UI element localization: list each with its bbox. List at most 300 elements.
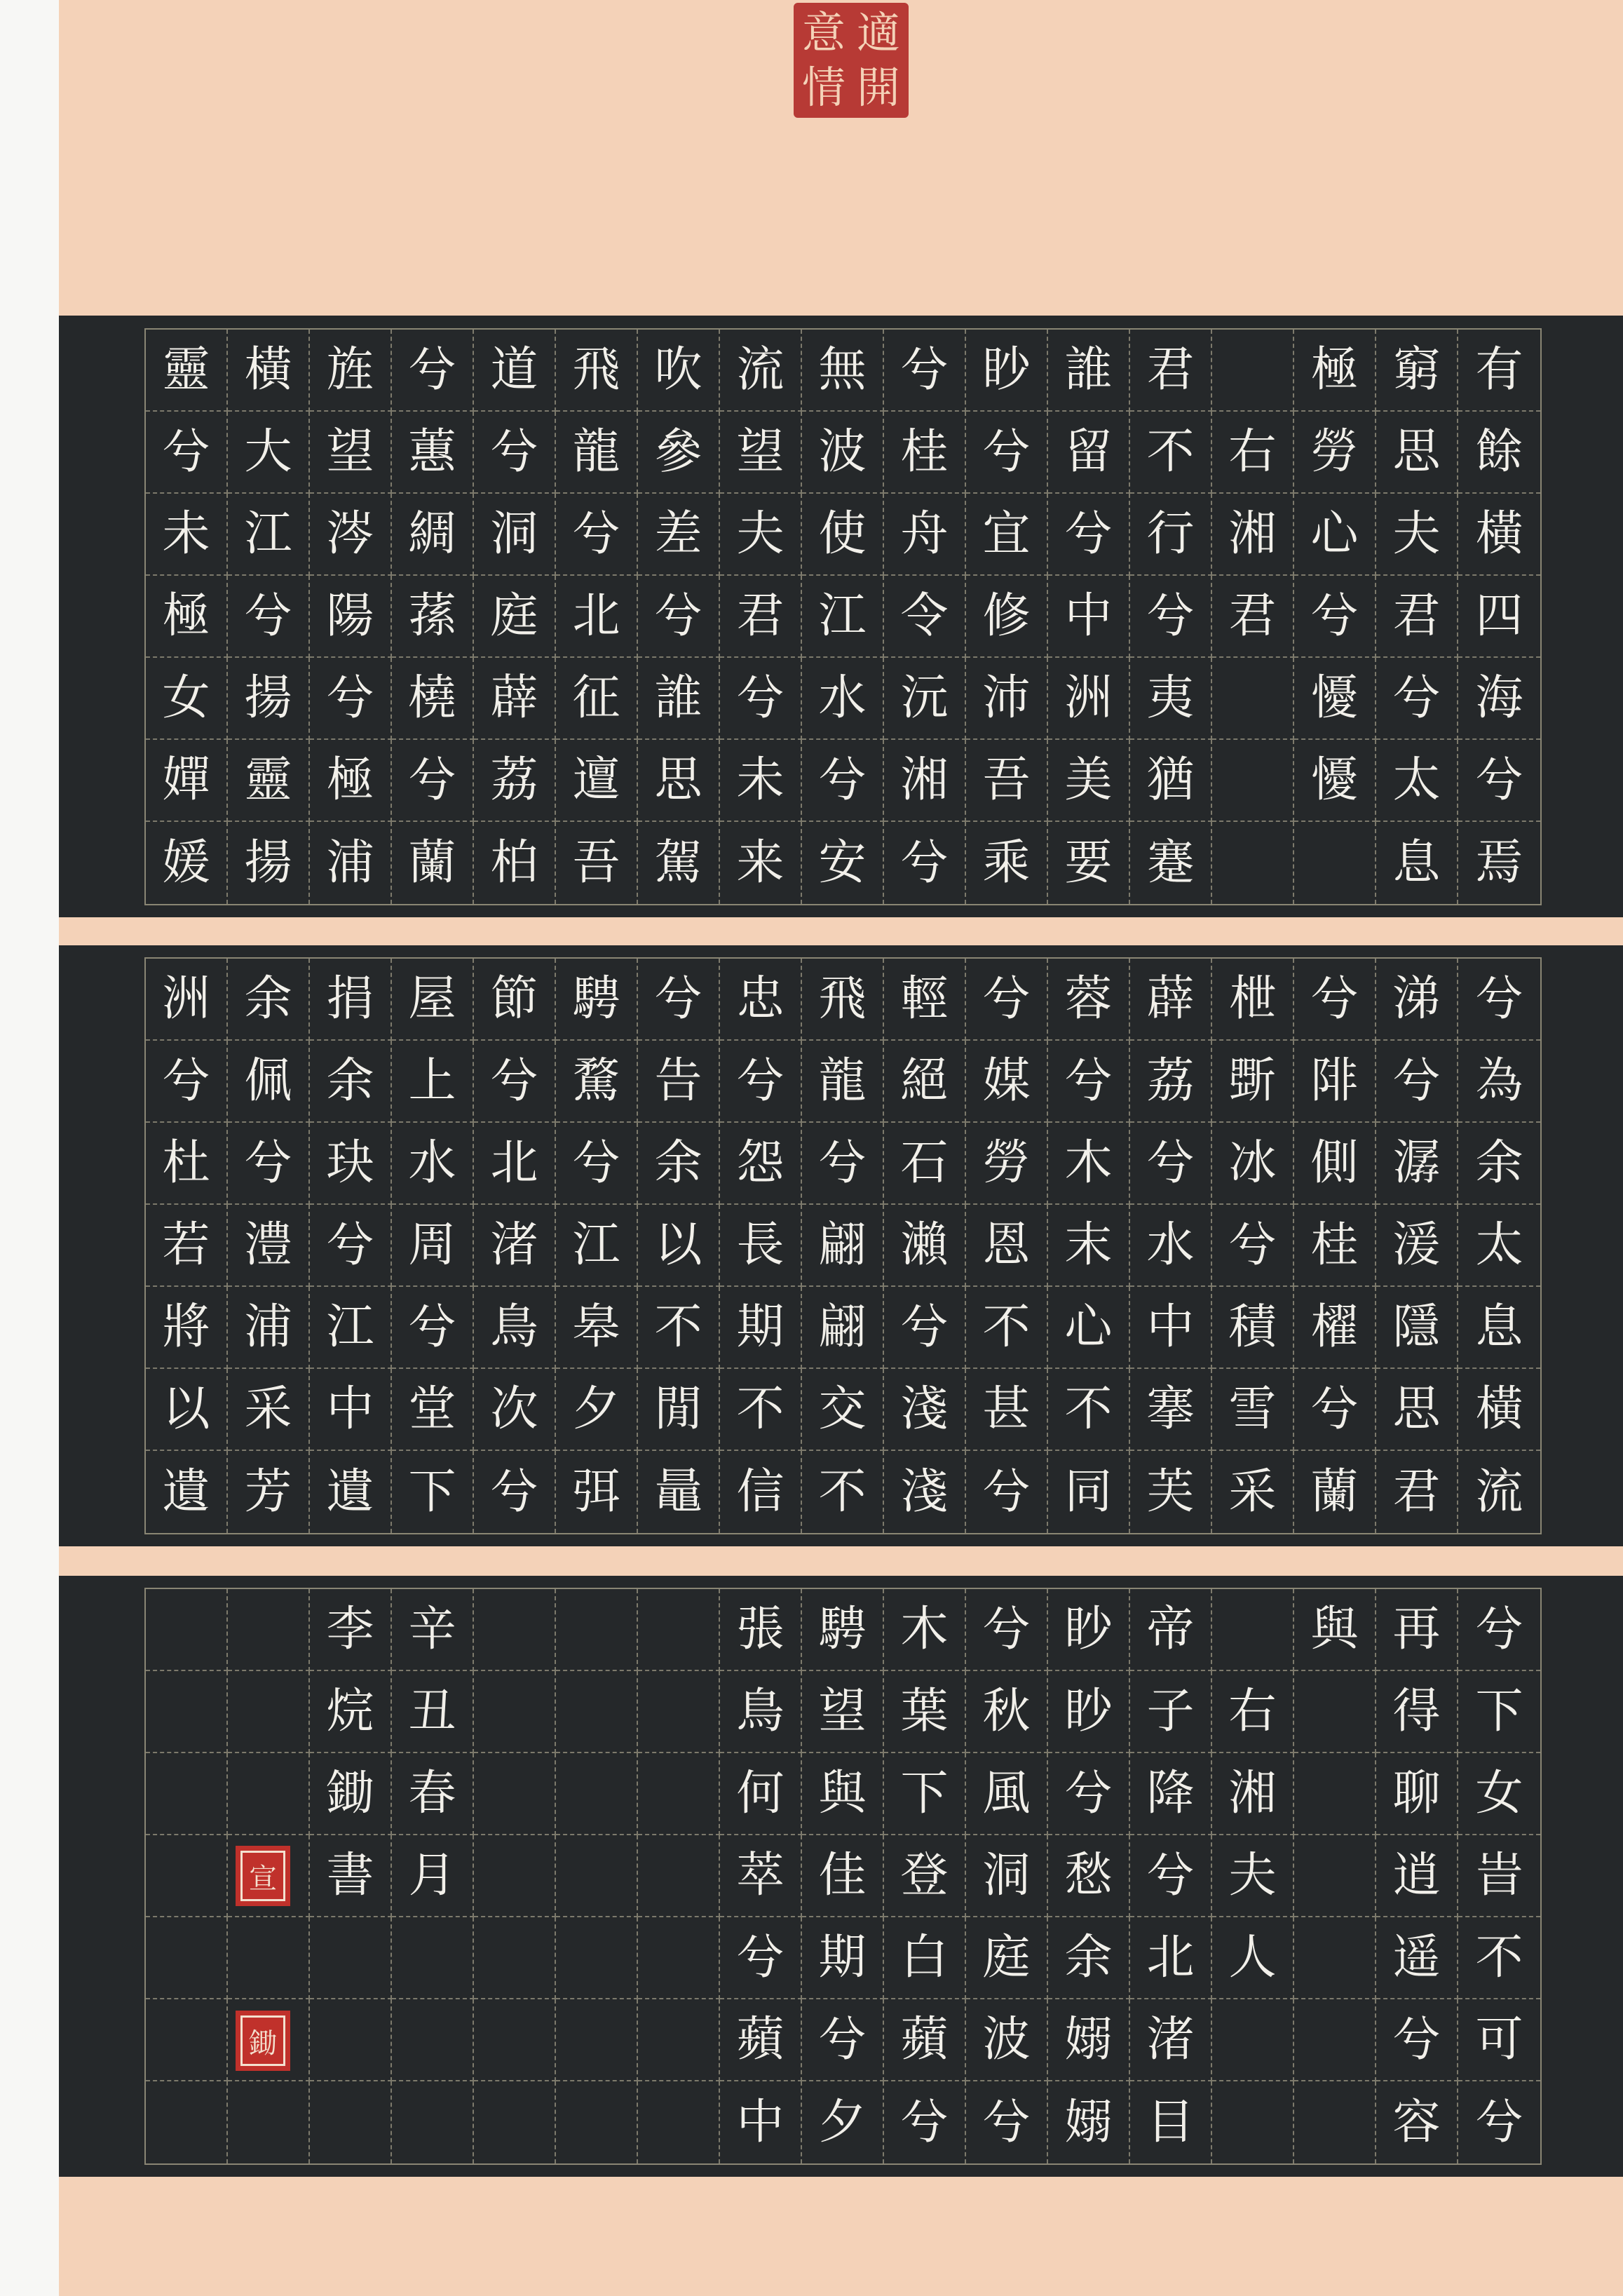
- grid-cell: [1212, 2081, 1294, 2163]
- grid-cell: 征: [556, 658, 638, 740]
- grid-cell: 洲: [1048, 658, 1130, 740]
- grid-cell: 期: [802, 1917, 884, 1999]
- grid-cell: 嬋: [146, 740, 228, 822]
- grid-cell: 聊: [1376, 1753, 1458, 1835]
- grid-cell: [556, 1835, 638, 1917]
- grid-cell: [556, 1753, 638, 1835]
- grid-cell: 水: [802, 658, 884, 740]
- grid-cell: 旌: [310, 330, 392, 412]
- grid-cell: [146, 1753, 228, 1835]
- grid-cell: 橫: [228, 330, 310, 412]
- grid-cell: 兮: [638, 959, 720, 1041]
- grid-cell: 兮: [1376, 1041, 1458, 1123]
- grid-cell: 告: [638, 1041, 720, 1123]
- grid-cell: 堂: [392, 1369, 474, 1451]
- grid-cell: 飛: [802, 959, 884, 1041]
- grid-cell: 期: [720, 1287, 802, 1369]
- grid-cell: [392, 2081, 474, 2163]
- grid-cell: 兮: [310, 1205, 392, 1287]
- grid-cell: 兮: [966, 1451, 1048, 1533]
- grid-cell: 月: [392, 1835, 474, 1917]
- grid-cell: 海: [1458, 658, 1540, 740]
- grid-cell: 櫂: [1294, 1287, 1376, 1369]
- grid-cell: 差: [638, 494, 720, 576]
- grid-cell: 誰: [1048, 330, 1130, 412]
- grid-cell: [1212, 1589, 1294, 1671]
- grid-cell: 輕: [884, 959, 966, 1041]
- grid-cell: 君: [1212, 576, 1294, 658]
- grid-cell: 兮: [228, 576, 310, 658]
- grid-cell: 水: [392, 1123, 474, 1205]
- grid-cell: 蓀: [392, 576, 474, 658]
- grid-cell: 以: [638, 1205, 720, 1287]
- grid-cell: 江: [556, 1205, 638, 1287]
- grid-cell: 四: [1458, 576, 1540, 658]
- grid-cell: 浦: [228, 1287, 310, 1369]
- grid-cell: 沅: [884, 658, 966, 740]
- grid-cell: 橈: [392, 658, 474, 740]
- grid-cell: 鼂: [638, 1451, 720, 1533]
- grid-cell: 甚: [966, 1369, 1048, 1451]
- grid-cell: 龍: [556, 412, 638, 494]
- grid-cell: 不: [720, 1369, 802, 1451]
- grid-cell: 兮: [966, 1589, 1048, 1671]
- grid-cell: 宜: [966, 494, 1048, 576]
- grid-cell: 道: [474, 330, 556, 412]
- seal-char: 情: [801, 62, 846, 113]
- grid-cell: 橫: [1458, 1369, 1540, 1451]
- grid-cell: 北: [1130, 1917, 1212, 1999]
- grid-cell: 勞: [1294, 412, 1376, 494]
- grid-cell: 兮: [802, 1123, 884, 1205]
- grid-cell: 来: [720, 822, 802, 904]
- grid-cell: 心: [1294, 494, 1376, 576]
- grid-cell: [556, 1589, 638, 1671]
- grid-cell: 眇: [1048, 1589, 1130, 1671]
- grid-cell: 佩: [228, 1041, 310, 1123]
- grid-cell: [146, 1835, 228, 1917]
- grid-cell: 龍: [802, 1041, 884, 1123]
- grid-cell: 水: [1130, 1205, 1212, 1287]
- grid-cell: 懮: [1294, 658, 1376, 740]
- character-grid-1: [144, 328, 1542, 905]
- grid-cell: 庭: [474, 576, 556, 658]
- grid-cell: 夷: [1130, 658, 1212, 740]
- grid-cell: 旹: [1458, 1835, 1540, 1917]
- grid-cell: 蓉: [1048, 959, 1130, 1041]
- grid-cell: 兮: [392, 740, 474, 822]
- grid-cell: 飛: [556, 330, 638, 412]
- grid-cell: 中: [1048, 576, 1130, 658]
- grid-cell: 蕙: [392, 412, 474, 494]
- grid-cell: [638, 1671, 720, 1753]
- grid-cell: [146, 1917, 228, 1999]
- grid-cell: 修: [966, 576, 1048, 658]
- grid-cell: 極: [146, 576, 228, 658]
- grid-cell: 兮: [1294, 576, 1376, 658]
- grid-cell: 勞: [966, 1123, 1048, 1205]
- grid-cell: 夕: [802, 2081, 884, 2163]
- grid-cell: 湘: [1212, 1753, 1294, 1835]
- grid-cell: 側: [1294, 1123, 1376, 1205]
- character-grid-3: [144, 1588, 1542, 2165]
- grid-cell: 與: [802, 1753, 884, 1835]
- grid-cell: 兮: [720, 1041, 802, 1123]
- grid-cell: 不: [966, 1287, 1048, 1369]
- grid-cell: [310, 2081, 392, 2163]
- top-seal-stamp: [794, 3, 909, 118]
- grid-cell: 嫋: [1048, 2081, 1130, 2163]
- grid-cell: [1212, 822, 1294, 904]
- grid-cell: 媒: [966, 1041, 1048, 1123]
- grid-cell: 要: [1048, 822, 1130, 904]
- grid-cell: 容: [1376, 2081, 1458, 2163]
- grid-cell: 揚: [228, 658, 310, 740]
- grid-cell: 潺: [1376, 1123, 1458, 1205]
- grid-cell: [228, 2081, 310, 2163]
- grid-cell: 兮: [884, 330, 966, 412]
- grid-cell: 不: [1130, 412, 1212, 494]
- grid-cell: 吾: [556, 822, 638, 904]
- grid-cell: 萃: [720, 1835, 802, 1917]
- grid-cell: 不: [802, 1451, 884, 1533]
- grid-cell: 兮: [1294, 959, 1376, 1041]
- grid-cell: 桂: [1294, 1205, 1376, 1287]
- grid-cell: 兮: [638, 576, 720, 658]
- grid-cell: 次: [474, 1369, 556, 1451]
- grid-cell: 余: [228, 959, 310, 1041]
- grid-cell: 眇: [966, 330, 1048, 412]
- grid-cell: 愁: [1048, 1835, 1130, 1917]
- grid-cell: 搴: [1130, 1369, 1212, 1451]
- grid-cell: 有: [1458, 330, 1540, 412]
- grid-cell: 參: [638, 412, 720, 494]
- grid-cell: 兮: [392, 330, 474, 412]
- grid-cell: 李: [310, 1589, 392, 1671]
- grid-cell: 兮: [1458, 959, 1540, 1041]
- grid-cell: 思: [1376, 412, 1458, 494]
- grid-cell: 隱: [1376, 1287, 1458, 1369]
- grid-cell: 得: [1376, 1671, 1458, 1753]
- grid-cell: 無: [802, 330, 884, 412]
- grid-cell: 積: [1212, 1287, 1294, 1369]
- grid-cell: 揚: [228, 822, 310, 904]
- calligraphy-panel-2: [59, 945, 1623, 1546]
- grid-cell: 子: [1130, 1671, 1212, 1753]
- grid-cell: 望: [720, 412, 802, 494]
- grid-cell: 駕: [638, 822, 720, 904]
- grid-cell: [638, 1917, 720, 1999]
- grid-cell: [228, 1589, 310, 1671]
- grid-cell: [638, 1589, 720, 1671]
- grid-cell: 皋: [556, 1287, 638, 1369]
- grid-cell: 下: [884, 1753, 966, 1835]
- grid-cell: 蹇: [1130, 822, 1212, 904]
- grid-cell: 使: [802, 494, 884, 576]
- grid-cell: 兮: [884, 822, 966, 904]
- grid-cell: 靈: [228, 740, 310, 822]
- grid-cell: 薜: [474, 658, 556, 740]
- grid-cell: [556, 1999, 638, 2081]
- grid-cell: 芳: [228, 1451, 310, 1533]
- grid-cell: 吹: [638, 330, 720, 412]
- grid-cell: 騖: [556, 1041, 638, 1123]
- grid-cell: 柏: [474, 822, 556, 904]
- grid-cell: 極: [310, 740, 392, 822]
- grid-cell: 蘭: [1294, 1451, 1376, 1533]
- grid-cell: 思: [638, 740, 720, 822]
- grid-cell: 再: [1376, 1589, 1458, 1671]
- grid-cell: [638, 2081, 720, 2163]
- grid-cell: 江: [310, 1287, 392, 1369]
- grid-cell: [474, 1589, 556, 1671]
- grid-cell: 美: [1048, 740, 1130, 822]
- character-grid-2: [144, 957, 1542, 1534]
- grid-cell: 渚: [1130, 1999, 1212, 2081]
- grid-cell: 丑: [392, 1671, 474, 1753]
- grid-cell: 誰: [638, 658, 720, 740]
- seal-char: 適: [856, 7, 900, 58]
- grid-cell: 懮: [1294, 740, 1376, 822]
- grid-cell: 芙: [1130, 1451, 1212, 1533]
- grid-cell: 湘: [1212, 494, 1294, 576]
- grid-cell: 兮: [1048, 1041, 1130, 1123]
- grid-cell: 蘭: [392, 822, 474, 904]
- grid-cell: 下: [392, 1451, 474, 1533]
- grid-cell: 周: [392, 1205, 474, 1287]
- grid-cell: 余: [638, 1123, 720, 1205]
- grid-cell: 息: [1458, 1287, 1540, 1369]
- grid-cell: 鳥: [720, 1671, 802, 1753]
- grid-cell: 兮: [1294, 1369, 1376, 1451]
- grid-cell: [1294, 1835, 1376, 1917]
- grid-cell: 瀨: [884, 1205, 966, 1287]
- grid-cell: 焉: [1475, 835, 1523, 891]
- grid-cell: 采: [228, 1369, 310, 1451]
- grid-cell: 怨: [720, 1123, 802, 1205]
- grid-cell: 何: [720, 1753, 802, 1835]
- grid-cell: 兮: [802, 1999, 884, 2081]
- grid-cell: 張: [720, 1589, 802, 1671]
- seal-char: 開: [856, 62, 900, 113]
- grid-cell: 吾: [966, 740, 1048, 822]
- grid-cell: 行: [1130, 494, 1212, 576]
- grid-cell: [392, 1999, 474, 2081]
- grid-cell: 木: [884, 1589, 966, 1671]
- grid-cell: 節: [474, 959, 556, 1041]
- grid-cell: 嫋: [1048, 1999, 1130, 2081]
- grid-cell: 遺: [310, 1451, 392, 1533]
- grid-cell: 陫: [1294, 1041, 1376, 1123]
- grid-cell: [638, 1753, 720, 1835]
- grid-cell: 渚: [474, 1205, 556, 1287]
- grid-cell: 木: [1048, 1123, 1130, 1205]
- grid-cell: 兮: [1376, 658, 1458, 740]
- grid-cell: 中: [1130, 1287, 1212, 1369]
- grid-cell: 蘋: [720, 1999, 802, 2081]
- grid-cell: 兮: [228, 1123, 310, 1205]
- grid-cell: 媛: [146, 822, 228, 904]
- grid-cell: 洞: [966, 1835, 1048, 1917]
- grid-cell: [474, 1835, 556, 1917]
- grid-cell: 右: [1212, 412, 1294, 494]
- grid-cell: [556, 1917, 638, 1999]
- grid-cell: [638, 1835, 720, 1917]
- grid-cell: 望: [310, 412, 392, 494]
- grid-cell: 荔: [474, 740, 556, 822]
- grid-cell: 騁: [802, 1589, 884, 1671]
- grid-cell: 翩: [802, 1287, 884, 1369]
- grid-cell: 君: [1376, 1451, 1458, 1533]
- grid-cell: 蘋: [884, 1999, 966, 2081]
- grid-cell: 靈: [146, 330, 228, 412]
- grid-cell: 湘: [884, 740, 966, 822]
- grid-cell: [556, 1671, 638, 1753]
- grid-cell: 兮: [556, 494, 638, 576]
- name-seal-stamp: 鋤: [236, 2011, 290, 2071]
- grid-cell: 留: [1048, 412, 1130, 494]
- grid-cell: 太: [1376, 740, 1458, 822]
- grid-cell: 邅: [556, 740, 638, 822]
- grid-cell: 同: [1048, 1451, 1130, 1533]
- grid-cell: 太: [1458, 1205, 1540, 1287]
- grid-cell: 葉: [884, 1671, 966, 1753]
- grid-cell: 流: [720, 330, 802, 412]
- grid-cell: [310, 1917, 392, 1999]
- grid-cell: 冰: [1212, 1123, 1294, 1205]
- grid-cell: [474, 2081, 556, 2163]
- grid-cell: 兮: [802, 740, 884, 822]
- grid-cell: [474, 1999, 556, 2081]
- grid-cell: 薜: [1130, 959, 1212, 1041]
- grid-cell: 澧: [228, 1205, 310, 1287]
- grid-cell: 淺: [884, 1369, 966, 1451]
- grid-cell: 陽: [310, 576, 392, 658]
- grid-cell: 兮: [1475, 2094, 1523, 2150]
- grid-cell: 右: [1212, 1671, 1294, 1753]
- grid-cell: 兮: [310, 658, 392, 740]
- grid-cell: [556, 2081, 638, 2163]
- grid-cell: 杜: [146, 1123, 228, 1205]
- grid-cell: 餘: [1458, 412, 1540, 494]
- grid-cell: 目: [1130, 2081, 1212, 2163]
- grid-cell: 兮: [146, 412, 228, 494]
- grid-cell: 夕: [556, 1369, 638, 1451]
- grid-cell: 采: [1212, 1451, 1294, 1533]
- grid-cell: 眇: [1048, 1671, 1130, 1753]
- grid-cell: 涔: [310, 494, 392, 576]
- grid-cell: 北: [474, 1123, 556, 1205]
- grid-cell: 可: [1458, 1999, 1540, 2081]
- grid-cell: 兮: [884, 1287, 966, 1369]
- grid-cell: 中: [720, 2081, 802, 2163]
- grid-cell: 洞: [474, 494, 556, 576]
- grid-cell: 浦: [310, 822, 392, 904]
- grid-cell: 枻: [1212, 959, 1294, 1041]
- grid-cell: 騁: [556, 959, 638, 1041]
- grid-cell: [474, 1917, 556, 1999]
- grid-cell: 君: [1130, 330, 1212, 412]
- grid-cell: 余: [1458, 1123, 1540, 1205]
- grid-cell: 逍: [1376, 1835, 1458, 1917]
- grid-cell: 兮: [1048, 1753, 1130, 1835]
- grid-cell: 春: [392, 1753, 474, 1835]
- grid-cell: 降: [1130, 1753, 1212, 1835]
- calligraphy-panel-3: [59, 1576, 1623, 2177]
- grid-cell: [1294, 822, 1376, 904]
- grid-cell: 登: [884, 1835, 966, 1917]
- grid-cell: [146, 1671, 228, 1753]
- grid-cell: 兮: [1212, 1205, 1294, 1287]
- grid-cell: 末: [1048, 1205, 1130, 1287]
- grid-cell: 書: [310, 1835, 392, 1917]
- grid-cell: 風: [966, 1753, 1048, 1835]
- grid-cell: 荔: [1130, 1041, 1212, 1123]
- grid-cell: 窮: [1376, 330, 1458, 412]
- seal-char: 意: [801, 7, 846, 58]
- grid-cell: [1294, 1917, 1376, 1999]
- grid-cell: 信: [720, 1451, 802, 1533]
- grid-cell: 涕: [1376, 959, 1458, 1041]
- grid-cell: 以: [146, 1369, 228, 1451]
- grid-cell: 洲: [146, 959, 228, 1041]
- grid-cell: 心: [1048, 1287, 1130, 1369]
- grid-cell: [1212, 740, 1294, 822]
- name-seal-stamp: 宣: [236, 1846, 290, 1906]
- grid-cell: [392, 1917, 474, 1999]
- grid-cell: 桂: [884, 412, 966, 494]
- grid-cell: [146, 1999, 228, 2081]
- grid-cell: 沛: [966, 658, 1048, 740]
- grid-cell: 兮: [720, 1917, 802, 1999]
- grid-cell: 兮: [1376, 1999, 1458, 2081]
- grid-cell: 夫: [720, 494, 802, 576]
- grid-cell: 兮: [720, 658, 802, 740]
- grid-cell: 流: [1475, 1464, 1523, 1520]
- grid-cell: 閒: [638, 1369, 720, 1451]
- grid-cell: 望: [802, 1671, 884, 1753]
- grid-cell: 捐: [310, 959, 392, 1041]
- grid-cell: [638, 1999, 720, 2081]
- grid-cell: 淺: [884, 1451, 966, 1533]
- grid-cell: 波: [966, 1999, 1048, 2081]
- grid-cell: 帝: [1130, 1589, 1212, 1671]
- grid-cell: 兮: [1458, 1589, 1540, 1671]
- grid-cell: 將: [146, 1287, 228, 1369]
- grid-cell: [146, 2081, 228, 2163]
- grid-cell: 未: [146, 494, 228, 576]
- grid-cell: 兮: [1130, 1123, 1212, 1205]
- grid-cell: 鋤: [310, 1753, 392, 1835]
- grid-cell: 橫: [1458, 494, 1540, 576]
- grid-cell: 鳥: [474, 1287, 556, 1369]
- grid-cell: 交: [802, 1369, 884, 1451]
- grid-cell: 綢: [392, 494, 474, 576]
- grid-cell: 雪: [1212, 1369, 1294, 1451]
- grid-cell: 為: [1458, 1041, 1540, 1123]
- grid-cell: 石: [884, 1123, 966, 1205]
- grid-cell: 兮: [556, 1123, 638, 1205]
- grid-cell: 屋: [392, 959, 474, 1041]
- grid-cell: 大: [228, 412, 310, 494]
- grid-cell: [228, 1671, 310, 1753]
- grid-cell: 余: [1048, 1917, 1130, 1999]
- grid-cell: 若: [146, 1205, 228, 1287]
- grid-cell: 兮: [884, 2081, 966, 2163]
- grid-cell: 北: [556, 576, 638, 658]
- grid-cell: 兮: [474, 412, 556, 494]
- grid-cell: 女: [146, 658, 228, 740]
